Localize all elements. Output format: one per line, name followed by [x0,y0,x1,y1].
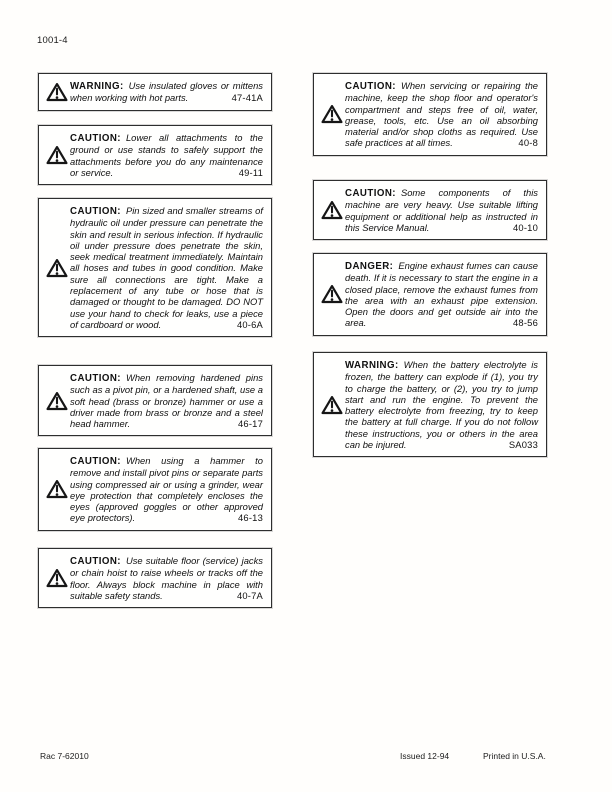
notice-reference-code: SA033 [508,439,538,451]
warning-triangle-icon [321,284,345,304]
notice-text [345,187,538,233]
notice-text [345,80,538,149]
notice-body: Engine exhaust fumes can cause death. If it is necessary to start the engine in a closed place, remove the exhaust fumes from the area with an exhaust pipe extension. Open the doors and get outside air into the area. [345,260,538,329]
notice-text [70,80,263,104]
warning-triangle-icon [46,391,70,411]
warning-triangle-icon [46,258,70,278]
notice-severity-label: CAUTION: [345,81,396,92]
safety-notice-box [313,180,547,240]
page-footer [0,751,612,763]
notice-reference-code: 46-17 [238,418,263,430]
notice-reference-code: 40-7A [236,589,263,601]
notice-reference-code: 40-6A [236,318,263,330]
notice-text [345,359,538,450]
notice-body: When removing hardened pins such as a pivot pin, or a hardened shaft, use a soft head (brass or bronze) hammer or use a driver made from brass or bronze and a steel head hammer. [70,372,263,430]
notice-severity-label: WARNING: [70,81,124,92]
notice-text [70,132,263,178]
notice-body: Pin sized and smaller streams of hydraulic oil under pressure can penetrate the skin and result in serious infection. If hydraulic oil under pressure does penetrate the skin, seek medical treatment immediately. Maintain all hoses and tubes in good condition. Make sure all connections are tight. Make a replacement of any tube or hose that is damaged or thought to be damaged. DO NOT use your hand to check for leaks, use a piece of cardboard or wood. [70,205,263,330]
notice-text [70,205,263,330]
safety-notice-box [38,365,272,436]
notice-text [70,555,263,601]
notice-body: Some components of this machine are very heavy. Use suitable lifting equipment or additional help as instructed in this Service Manual. [345,187,538,233]
safety-notice-box [38,548,272,608]
notice-severity-label: CAUTION: [70,373,121,384]
notice-severity-label: CAUTION: [70,133,121,144]
notice-reference-code: 40-8 [518,137,538,149]
notice-severity-label: CAUTION: [70,456,121,467]
notice-severity-label: DANGER: [345,261,394,272]
notice-severity-label: CAUTION: [70,556,121,567]
notice-reference-code: 46-13 [238,512,263,524]
safety-notice-box [313,73,547,156]
notice-text [70,372,263,429]
safety-notice-box [313,253,547,336]
warning-triangle-icon [46,479,70,499]
notice-reference-code: 49-11 [238,166,263,178]
notice-severity-label: CAUTION: [345,188,396,199]
warning-triangle-icon [46,82,70,102]
notice-reference-code: 47-41A [231,92,263,104]
notice-body: When the battery electrolyte is frozen, the battery can explode if (1), you try to charge the battery, or (2), you try to jump start and run the engine. To prevent the battery electrolyte from freezing, try to keep the battery at full charge. If you do not follow these instructions, you or others in the area can be injured. [345,359,538,451]
notice-severity-label: CAUTION: [70,206,121,217]
notice-body: Use suitable floor (service) jacks or chain hoist to raise wheels or tracks off the floor. Always block machine in place with suitable safety stands. [70,555,263,601]
notice-body: When servicing or repairing the machine, keep the shop floor and operator's compartment and steps free of oil, water, grease, tools, etc. Use an oil absorbing material and/or shop cloths as required. Use safe practices at all times. [345,80,538,149]
notice-body: Use insulated gloves or mittens when working with hot parts. [70,80,263,104]
footer-form-number: Rac 7-62010 [40,751,89,761]
safety-notice-box [313,352,547,457]
footer-printed-in: Printed in U.S.A. [483,751,546,761]
notice-reference-code: 48-56 [513,317,538,329]
notice-severity-label: WARNING: [345,360,399,371]
warning-triangle-icon [321,200,345,220]
warning-triangle-icon [46,145,70,165]
notice-text [345,260,538,329]
safety-notice-box [38,448,272,531]
notice-text [70,455,263,524]
warning-triangle-icon [321,395,345,415]
safety-notice-box [38,73,272,111]
footer-issued-date: Issued 12-94 [400,751,450,761]
notice-body: When using a hammer to remove and install pivot pins or separate parts using compressed air or using a grinder, wear eye protection that completely encloses the eyes (approved goggles or other approved eye protectors). [70,455,263,524]
safety-notice-box [38,125,272,185]
warning-triangle-icon [46,568,70,588]
notice-reference-code: 40-10 [513,221,538,233]
page-number: 1001-4 [37,35,68,46]
warning-triangle-icon [321,104,345,124]
notice-body: Lower all attachments to the ground or use stands to safely support the attachments before you do any maintenance or service. [70,132,263,178]
safety-notice-box [38,198,272,337]
